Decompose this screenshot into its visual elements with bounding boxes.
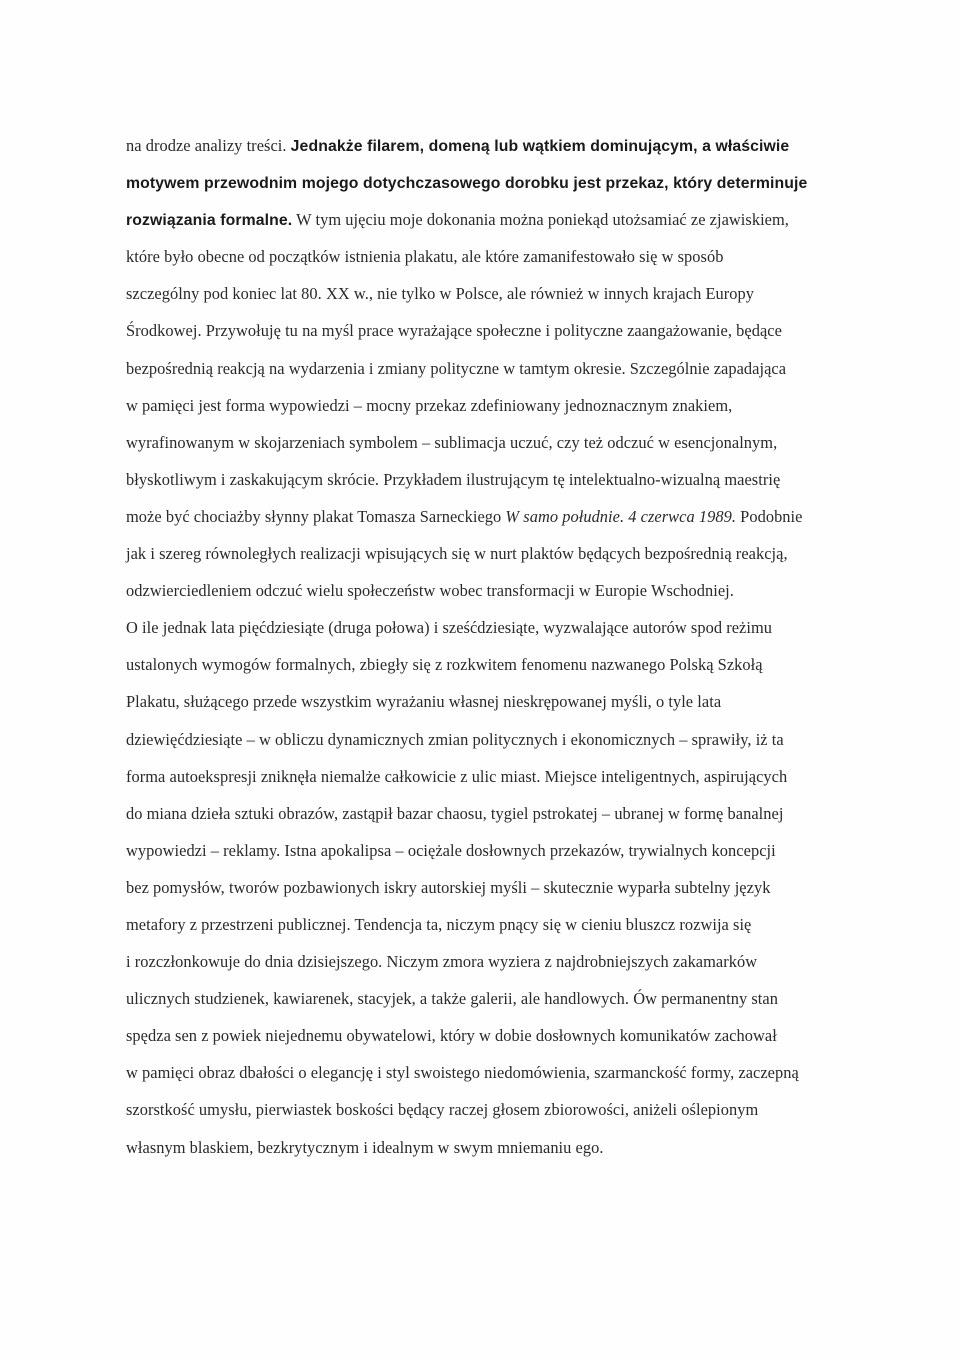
text-line: [126, 572, 870, 609]
text-line: [126, 164, 870, 201]
text-segment: na drodze analizy treści.: [126, 136, 291, 155]
text-segment: wyrafinowanym w skojarzeniach symbolem – sublimacja uczuć, czy też odczuć w esencjonalnym,: [126, 432, 778, 452]
text-segment: które było obecne od początków istnienia plakatu, ale które zamanifestowało się w sposób: [126, 247, 724, 267]
bold-text-segment: motywem przewodnim mojego dotychczasowego dorobku jest przekaz, który determinuje: [126, 175, 808, 193]
italic-title-segment: W samo południe. 4 czerwca 1989.: [505, 506, 737, 526]
text-line: [126, 350, 870, 387]
text-line: [126, 312, 870, 349]
text-segment: ulicznych studzienek, kawiarenek, stacyjek, a także galerii, ale handlowych. Ów permanentny stan: [126, 989, 778, 1009]
document-body: [126, 127, 870, 1166]
text-segment: własnym blaskiem, bezkrytycznym i idealnym w swym mniemaniu ego.: [126, 1137, 604, 1157]
text-segment: szorstkość umysłu, pierwiastek boskości będący raczej głosem zbiorowości, aniżeli oślepionym: [126, 1100, 759, 1120]
text-segment: ustalonych wymogów formalnych, zbiegły się z rozkwitem fenomenu nazwanego Polską Szkołą: [126, 655, 763, 675]
text-segment: spędza sen z powiek niejednemu obywatelowi, który w dobie dosłownych komunikatów zachował: [126, 1026, 777, 1046]
text-segment: O ile jednak lata pięćdziesiąte (druga połowa) i sześćdziesiąte, wyzwalające autorów spod reżimu: [126, 618, 773, 638]
text-segment: jak i szereg równoległych realizacji wpisujących się w nurt plaktów będących bezpośrednią reakcją,: [126, 544, 788, 564]
text-segment: Plakatu, służącego przede wszystkim wyrażaniu własnej nieskrępowanej myśli, o tyle lata: [126, 692, 722, 712]
text-line: [126, 127, 870, 164]
text-segment: W tym ujęciu moje dokonania można poniekąd utożsamiać ze zjawiskiem,: [292, 210, 789, 230]
text-segment: metafory z przestrzeni publicznej. Tendencja ta, niczym pnący się w cieniu bluszcz rozwija się: [126, 914, 752, 934]
text-line: [126, 387, 870, 424]
text-line: [126, 646, 870, 683]
text-line: [126, 535, 870, 572]
text-line: [126, 795, 870, 832]
text-segment: może być chociażby słynny plakat Tomasza Sarneckiego: [126, 506, 506, 526]
text-segment: odzwierciedleniem odczuć wielu społeczeństw wobec transformacji w Europie Wschodniej.: [126, 581, 734, 601]
text-line: [126, 201, 870, 238]
text-segment: i rozczłonkowuje do dnia dzisiejszego. Niczym zmora wyziera z najdrobniejszych zakamarków: [126, 952, 758, 972]
text-line: [126, 609, 870, 646]
text-segment: w pamięci obraz dbałości o elegancję i styl swoistego niedomówienia, szarmanckość formy, zaczepną: [126, 1063, 799, 1083]
text-segment: Środkowej. Przywołuję tu na myśl prace wyrażające społeczne i polityczne zaangażowanie, będące: [126, 321, 782, 341]
text-segment: forma autoekspresji zniknęła niemalże całkowicie z ulic miast. Miejsce inteligentnych, aspirujących: [126, 766, 788, 786]
text-line: [126, 424, 870, 461]
text-line: [126, 1129, 870, 1166]
text-segment: bezpośrednią reakcją na wydarzenia i zmiany polityczne w tamtym okresie. Szczególnie zapadająca: [126, 358, 787, 378]
text-segment: wypowiedzi – reklamy. Istna apokalipsa – ociężale dosłownych przekazów, trywialnych koncepcji: [126, 840, 776, 860]
text-segment: błyskotliwym i zaskakującym skrócie. Przykładem ilustrującym tę intelektualno-wizualną maestrię: [126, 469, 781, 489]
text-line: [126, 275, 870, 312]
text-line: [126, 906, 870, 943]
text-line: [126, 1054, 870, 1091]
text-line: [126, 1091, 870, 1128]
text-line: [126, 683, 870, 720]
text-line: [126, 758, 870, 795]
text-segment: w pamięci jest forma wypowiedzi – mocny przekaz zdefiniowany jednoznacznym znakiem,: [126, 395, 733, 415]
text-line: [126, 498, 870, 535]
text-line: [126, 869, 870, 906]
bold-text-segment: rozwiązania formalne.: [126, 212, 293, 230]
text-line: [126, 1017, 870, 1054]
text-line: [126, 721, 870, 758]
text-line: [126, 238, 870, 275]
text-line: [126, 943, 870, 980]
bold-text-segment: Jednakże filarem, domeną lub wątkiem dominującym, a właściwie: [290, 138, 790, 155]
text-segment: bez pomysłów, tworów pozbawionych iskry autorskiej myśli – skutecznie wyparła subtelny język: [126, 877, 771, 897]
text-line: [126, 980, 870, 1017]
text-segment: szczególny pod koniec lat 80. XX w., nie tylko w Polsce, ale również w innych krajach Europy: [126, 284, 755, 304]
text-line: [126, 832, 870, 869]
text-segment: dziewięćdziesiąte – w obliczu dynamicznych zmian politycznych i ekonomicznych – sprawiły, iż ta: [126, 729, 784, 749]
text-segment: Podobnie: [736, 506, 803, 526]
text-segment: do miana dzieła sztuki obrazów, zastąpił bazar chaosu, tygiel pstrokatej – ubranej w formę banalnej: [126, 803, 784, 823]
text-line: [126, 461, 870, 498]
